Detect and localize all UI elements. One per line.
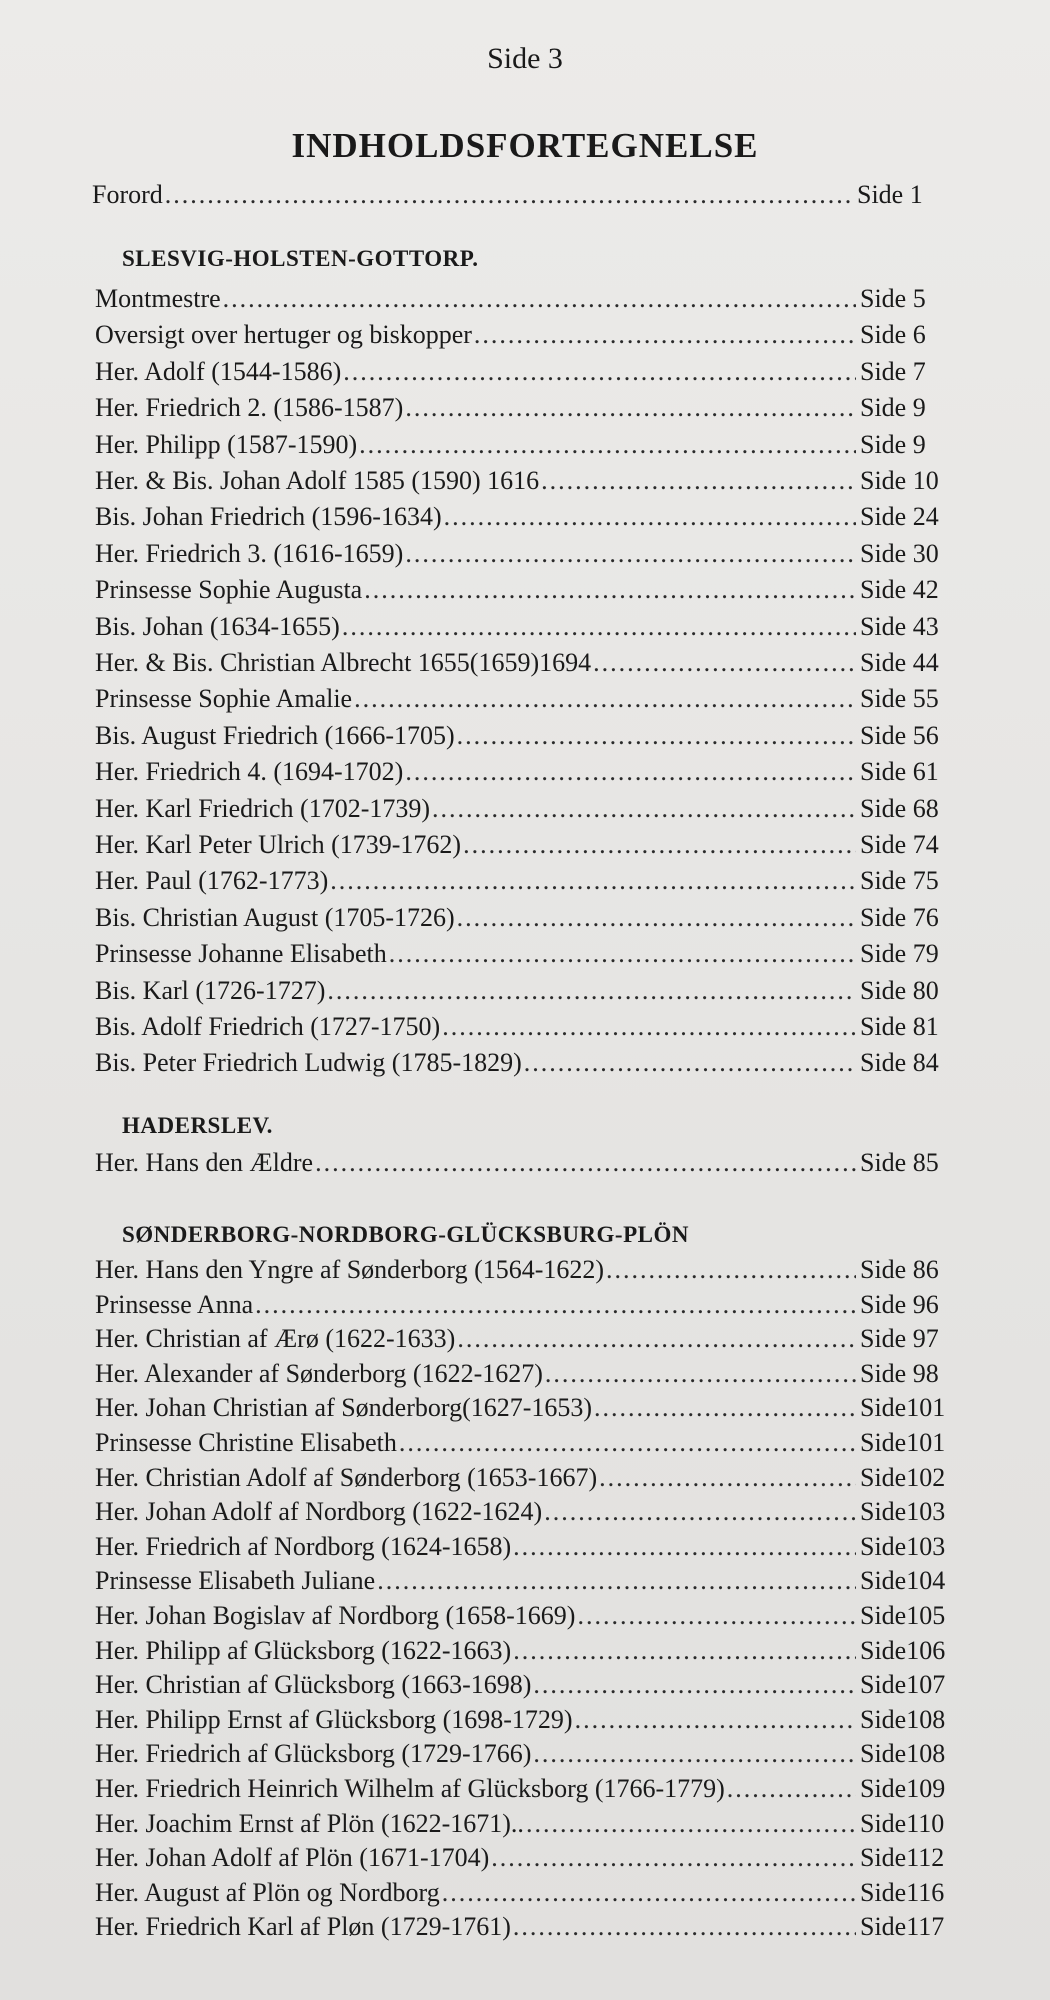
toc-entry <box>95 610 970 644</box>
toc-entry-page: Side 42 <box>860 575 939 604</box>
dot-leader <box>463 828 856 862</box>
toc-entry <box>95 1564 970 1598</box>
toc-entry <box>95 1668 970 1702</box>
toc-entry-text: Her. Hans den Ældre <box>95 1148 314 1177</box>
toc-entry-page: Side 75 <box>860 866 939 895</box>
toc-entry <box>95 937 970 971</box>
toc-entry-text: Bis. Adolf Friedrich (1727-1750) <box>95 1012 441 1041</box>
toc-entry-page: Side103 <box>860 1532 946 1561</box>
toc-entry-page: Side 76 <box>860 903 939 932</box>
dot-leader <box>354 682 856 716</box>
dot-leader <box>442 1010 856 1044</box>
toc-entry-text: Forord <box>92 180 163 209</box>
toc-entry-page: Side106 <box>860 1636 946 1665</box>
dot-leader <box>457 1322 856 1356</box>
toc-entry <box>95 1772 970 1806</box>
toc-entry-text: Bis. Johan (1634-1655) <box>95 612 340 641</box>
dot-leader <box>513 1910 856 1944</box>
toc-entry-page: Side 10 <box>860 466 939 495</box>
toc-entry-page: Side 97 <box>860 1324 939 1353</box>
toc-entry-page: Side 30 <box>860 539 939 568</box>
toc-entry <box>95 1146 970 1180</box>
toc-entry <box>95 1322 970 1356</box>
toc-entry-page: Side109 <box>860 1774 946 1803</box>
toc-entry <box>95 282 970 316</box>
toc-entry <box>95 792 970 826</box>
toc-entry-page: Side117 <box>860 1912 945 1941</box>
toc-entry-text: Bis. Johan Friedrich (1596-1634) <box>95 502 442 531</box>
dot-leader <box>575 1703 856 1737</box>
dot-leader <box>343 355 856 389</box>
toc-entry-text: Montmestre <box>95 284 221 313</box>
dot-leader <box>364 573 856 607</box>
toc-entry <box>95 1841 970 1875</box>
toc-entry-page: Side 55 <box>860 684 939 713</box>
toc-entry-page: Side110 <box>860 1809 945 1838</box>
toc-entry-page: Side105 <box>860 1601 946 1630</box>
toc-entry-text: Prinsesse Christine Elisabeth <box>95 1428 397 1457</box>
dot-leader <box>533 1668 856 1702</box>
toc-entry <box>95 1634 970 1668</box>
dot-leader <box>359 428 856 462</box>
toc-entry-page: Side 61 <box>860 757 939 786</box>
toc-entry-text: Her. Karl Friedrich (1702-1739) <box>95 794 431 823</box>
dot-leader <box>165 178 853 212</box>
toc-entry-text: Prinsesse Sophie Augusta <box>95 575 363 604</box>
section-heading: SLESVIG-HOLSTEN-GOTTORP. <box>122 246 479 271</box>
toc-entry-page: Side 6 <box>860 320 926 349</box>
toc-entry-page: Side107 <box>860 1670 946 1699</box>
toc-entry <box>95 391 970 425</box>
toc-entry-text: Her. August af Plön og Nordborg <box>95 1878 440 1907</box>
toc-entry <box>95 901 970 935</box>
dot-leader <box>377 1564 856 1598</box>
dot-leader <box>577 1599 856 1633</box>
toc-entry-text: Her. Christian Adolf af Sønderborg (1653-1667) <box>95 1463 598 1492</box>
toc-entry-page: Side 7 <box>860 357 926 386</box>
toc-entry-page: Side 44 <box>860 648 939 677</box>
toc-entry-text: Her. Christian af Ærø (1622-1633) <box>95 1324 456 1353</box>
toc-entry <box>95 755 970 789</box>
toc-entry-foreword <box>92 178 967 212</box>
toc-entry-text: Her. Philipp af Glücksborg (1622-1663) <box>95 1636 512 1665</box>
toc-entry-text: Her. Friedrich 4. (1694-1702) <box>95 757 404 786</box>
toc-entry <box>95 646 970 680</box>
toc-entry-text: Her. Philipp (1587-1590) <box>95 430 358 459</box>
toc-entry-text: Her. Johan Christian af Sønderborg(1627-1653) <box>95 1393 593 1422</box>
toc-entry-page: Side 81 <box>860 1012 939 1041</box>
toc-entry <box>95 1495 970 1529</box>
toc-entry <box>95 1288 970 1322</box>
toc-entry-page: Side 85 <box>860 1148 939 1177</box>
toc-entry <box>95 318 970 352</box>
dot-leader <box>315 1146 856 1180</box>
toc-entry-page: Side104 <box>860 1566 946 1595</box>
toc-entry-text: Bis. August Friedrich (1666-1705) <box>95 721 455 750</box>
toc-entry-text: Her. Friedrich af Glücksborg (1729-1766) <box>95 1739 532 1768</box>
dot-leader <box>255 1288 856 1322</box>
section-heading: SØNDERBORG-NORDBORG-GLÜCKSBURG-PLÖN <box>122 1222 689 1247</box>
toc-entry-text: Her. & Bis. Johan Adolf 1585 (1590) 1616 <box>95 466 540 495</box>
toc-entry <box>95 682 970 716</box>
toc-entry-text: Her. Paul (1762-1773) <box>95 866 329 895</box>
toc-entry-text: Bis. Peter Friedrich Ludwig (1785-1829) <box>95 1048 522 1077</box>
toc-entry-text: Prinsesse Sophie Amalie <box>95 684 353 713</box>
toc-entry-page: Side 5 <box>860 284 926 313</box>
toc-entry-page: Side 56 <box>860 721 939 750</box>
toc-entry-text: Prinsesse Anna <box>95 1290 254 1319</box>
dot-leader <box>399 1426 856 1460</box>
toc-entry-text: Her. Johan Bogislav af Nordborg (1658-1669) <box>95 1601 576 1630</box>
dot-leader <box>405 755 856 789</box>
dot-leader <box>513 1530 856 1564</box>
toc-entry-page: Side 96 <box>860 1290 939 1319</box>
toc-entry-page: Side 9 <box>860 430 926 459</box>
dot-leader <box>594 1391 856 1425</box>
toc-entry-page: Side 79 <box>860 939 939 968</box>
toc-entry-page: Side108 <box>860 1739 946 1768</box>
dot-leader <box>526 1807 856 1841</box>
toc-entry-page: Side 24 <box>860 502 939 531</box>
toc-entry-page: Side101 <box>860 1428 946 1457</box>
toc-entry-page: Side101 <box>860 1393 946 1422</box>
toc-entry-page: Side103 <box>860 1497 946 1526</box>
toc-entry-text: Her. Friedrich 2. (1586-1587) <box>95 393 404 422</box>
toc-entry <box>95 1046 970 1080</box>
toc-entry-text: Her. Alexander af Sønderborg (1622-1627) <box>95 1359 543 1388</box>
toc-entry-text: Her. Friedrich 3. (1616-1659) <box>95 539 404 568</box>
toc-entry-page: Side 80 <box>860 976 939 1005</box>
dot-leader <box>606 1253 856 1287</box>
toc-entry <box>95 1530 970 1564</box>
toc-entry <box>95 1807 970 1841</box>
toc-entry-text: Oversigt over hertuger og biskopper <box>95 320 472 349</box>
toc-entry <box>95 1391 970 1425</box>
dot-leader <box>457 901 856 935</box>
section-heading: HADERSLEV. <box>122 1113 273 1138</box>
toc-entry-text: Prinsesse Johanne Elisabeth <box>95 939 387 968</box>
toc-entry-text: Her. Joachim Ernst af Plön (1622-1671).. <box>95 1809 524 1838</box>
toc-entry <box>95 500 970 534</box>
toc-entry <box>95 828 970 862</box>
toc-entry-page: Side108 <box>860 1705 946 1734</box>
toc-entry <box>95 1910 970 1944</box>
toc-entry-text: Her. Christian af Glücksborg (1663-1698) <box>95 1670 532 1699</box>
toc-entry-text: Her. Philipp Ernst af Glücksborg (1698-1729) <box>95 1705 573 1734</box>
toc-entry <box>95 1599 970 1633</box>
toc-entry <box>95 464 970 498</box>
dot-leader <box>513 1634 856 1668</box>
toc-entry <box>95 1703 970 1737</box>
dot-leader <box>432 792 856 826</box>
page-number: Side 3 <box>487 42 563 75</box>
toc-entry-page: Side116 <box>860 1878 945 1907</box>
dot-leader <box>405 391 856 425</box>
toc-entry-page: Side 1 <box>857 180 923 209</box>
toc-entry <box>95 1737 970 1771</box>
toc-entry <box>95 974 970 1008</box>
toc-entry-page: Side112 <box>860 1843 945 1872</box>
dot-leader <box>389 937 856 971</box>
toc-entry <box>95 537 970 571</box>
toc-entry-page: Side 86 <box>860 1255 939 1284</box>
dot-leader <box>330 864 856 898</box>
dot-leader <box>223 282 856 316</box>
dot-leader <box>444 500 856 534</box>
toc-entry-text: Her. Adolf (1544-1586) <box>95 357 342 386</box>
dot-leader <box>599 1461 856 1495</box>
toc-entry <box>95 1010 970 1044</box>
toc-entry <box>95 428 970 462</box>
dot-leader <box>342 610 856 644</box>
toc-entry-page: Side 98 <box>860 1359 939 1388</box>
toc-entry <box>95 1461 970 1495</box>
toc-entry-text: Prinsesse Elisabeth Juliane <box>95 1566 376 1595</box>
dot-leader <box>541 464 856 498</box>
toc-entry-text: Bis. Karl (1726-1727) <box>95 976 326 1005</box>
toc-entry <box>95 864 970 898</box>
dot-leader <box>491 1841 856 1875</box>
dot-leader <box>727 1772 856 1806</box>
toc-entry-text: Her. & Bis. Christian Albrecht 1655(1659)1694 <box>95 648 592 677</box>
toc-entry-text: Her. Karl Peter Ulrich (1739-1762) <box>95 830 462 859</box>
toc-entry <box>95 1357 970 1391</box>
toc-entry-text: Her. Friedrich Karl af Pløn (1729-1761) <box>95 1912 511 1941</box>
toc-entry-page: Side102 <box>860 1463 946 1492</box>
toc-entry-page: Side 84 <box>860 1048 939 1077</box>
dot-leader <box>544 1495 856 1529</box>
dot-leader <box>533 1737 856 1771</box>
dot-leader <box>474 318 856 352</box>
toc-entry <box>95 573 970 607</box>
toc-entry <box>95 355 970 389</box>
page-title: INDHOLDSFORTEGNELSE <box>291 126 759 165</box>
toc-entry-text: Her. Friedrich Heinrich Wilhelm af Glücksborg (1766-1779) <box>95 1774 725 1803</box>
toc-entry-page: Side 9 <box>860 393 926 422</box>
toc-entry-text: Her. Johan Adolf af Nordborg (1622-1624) <box>95 1497 543 1526</box>
dot-leader <box>545 1357 856 1391</box>
toc-entry-text: Her. Friedrich af Nordborg (1624-1658) <box>95 1532 512 1561</box>
toc-entry-page: Side 74 <box>860 830 939 859</box>
dot-leader <box>593 646 856 680</box>
toc-entry-text: Bis. Christian August (1705-1726) <box>95 903 455 932</box>
toc-entry-text: Her. Hans den Yngre af Sønderborg (1564-1622) <box>95 1255 605 1284</box>
dot-leader <box>442 1876 856 1910</box>
dot-leader <box>405 537 856 571</box>
dot-leader <box>327 974 856 1008</box>
toc-entry <box>95 719 970 753</box>
dot-leader <box>457 719 856 753</box>
toc-entry-page: Side 68 <box>860 794 939 823</box>
toc-entry-page: Side 43 <box>860 612 939 641</box>
toc-entry <box>95 1253 970 1287</box>
toc-entry-text: Her. Johan Adolf af Plön (1671-1704) <box>95 1843 490 1872</box>
toc-entry <box>95 1876 970 1910</box>
toc-entry <box>95 1426 970 1460</box>
dot-leader <box>524 1046 856 1080</box>
